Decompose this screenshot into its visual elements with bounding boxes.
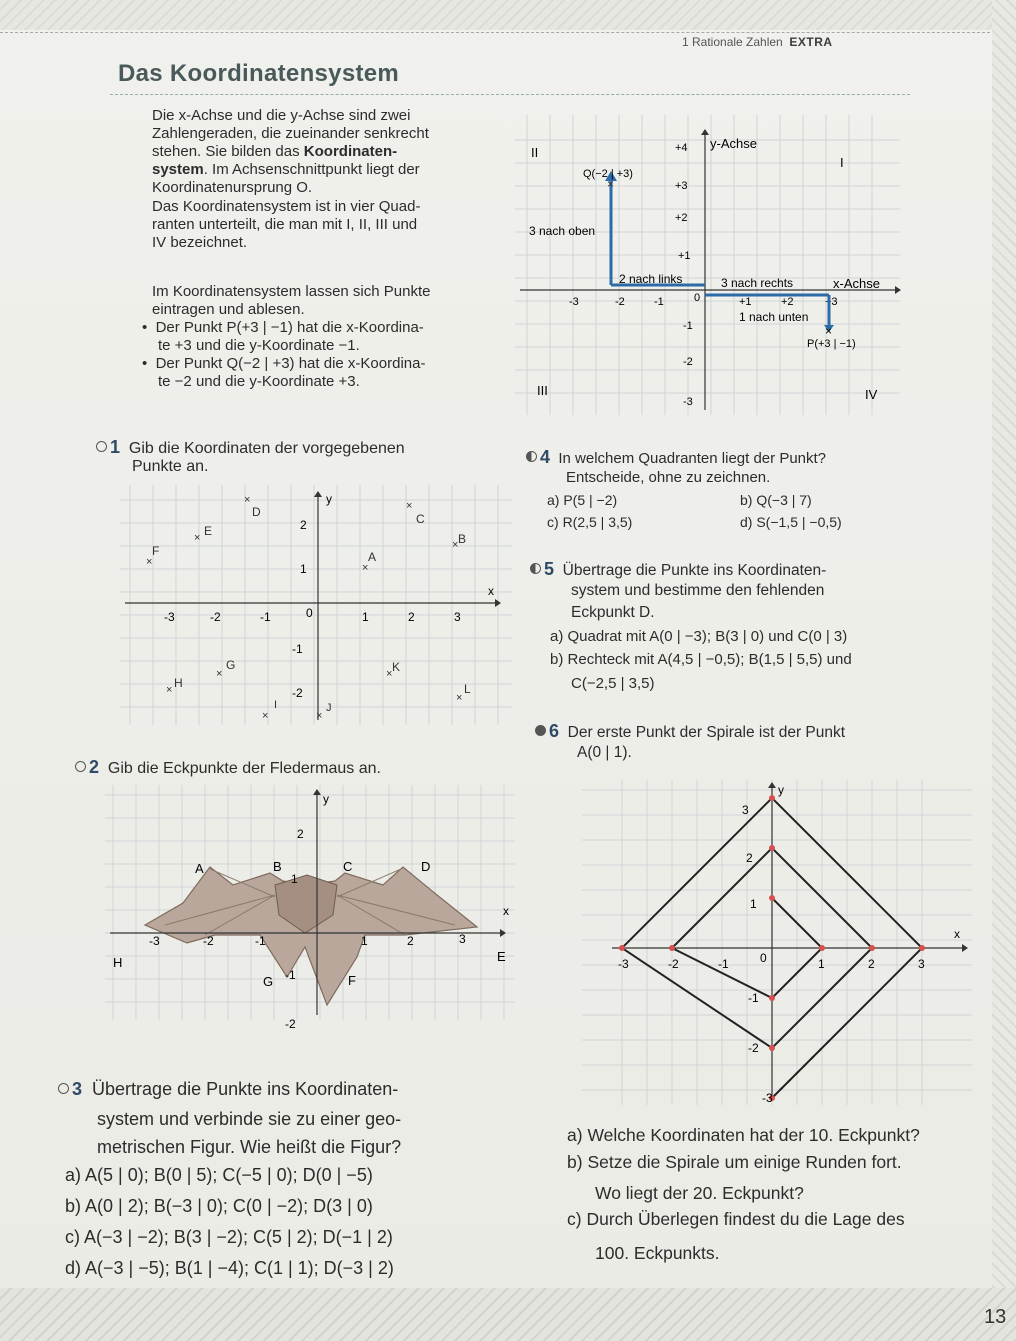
- task6-item-c: c) Durch Überlegen findest du die Lage des: [567, 1209, 905, 1229]
- intro-x-tick-m1: -1: [654, 296, 664, 308]
- difficulty-icon: [75, 761, 86, 772]
- difficulty-icon: [530, 563, 541, 574]
- step-right-label: 3 nach rechts: [721, 276, 794, 290]
- task6-heading: 6 Der erste Punkt der Spirale ist der Punkt: [535, 720, 845, 744]
- spiral-x-tick-m3: -3: [618, 957, 629, 971]
- difficulty-icon: [96, 441, 107, 452]
- intro-x-tick-0: 0: [694, 292, 701, 304]
- intro-x-arrow: [895, 286, 901, 294]
- intro-y-tick-1: +1: [678, 250, 691, 262]
- step-up-label: 3 nach oben: [529, 224, 596, 238]
- difficulty-icon: [58, 1083, 69, 1094]
- intro-bullet-2: • Der Punkt Q(−2 | +3) hat die x-Koordina-: [142, 355, 426, 372]
- task6-item-a: a) Welche Koordinaten hat der 10. Eckpunkt?: [567, 1125, 920, 1145]
- task2-point-h: H: [113, 955, 123, 970]
- task1-x-label: x: [488, 584, 494, 598]
- intro-line-11: te +3 und die y-Koordinate −1.: [158, 337, 360, 354]
- header-divider: [0, 32, 990, 33]
- spiral-vertex-10: [919, 945, 925, 951]
- intro-line-5: Koordinatenursprung O.: [152, 179, 313, 196]
- intro-coordinate-system: [515, 115, 900, 415]
- task1-point-d: D: [252, 505, 261, 519]
- task2-y-tick-2: 2: [297, 827, 304, 841]
- task1-y-tick-m1: -1: [292, 642, 303, 656]
- spiral-vertex-9: [769, 795, 775, 801]
- intro-y-tick-m2: -2: [683, 356, 693, 368]
- spiral-vertex-5: [769, 845, 775, 851]
- task1-point-k: K: [392, 660, 401, 674]
- task2-point-f: F: [348, 973, 356, 988]
- task4-item-a: a) P(5 | −2): [547, 492, 618, 508]
- intro-line-4: system. Im Achsenschnittpunkt liegt der: [152, 161, 420, 178]
- title-underline: [110, 94, 910, 96]
- task1-heading: 1 Gib die Koordinaten der vorgegebenen: [96, 438, 405, 459]
- intro-x-axis-label: x-Achse: [833, 276, 880, 291]
- task6-item-b-cont: Wo liegt der 20. Eckpunkt?: [595, 1183, 804, 1203]
- intro-line-6: Das Koordinatensystem ist in vier Quad-: [152, 198, 421, 215]
- task2-x-label: x: [503, 904, 509, 918]
- task1-point-e: E: [204, 524, 213, 538]
- task1-x-tick-m3: -3: [164, 610, 175, 624]
- task1-point-f-marker: ×: [146, 556, 153, 568]
- page-header: [682, 35, 833, 49]
- task2-x-tick-m2: -2: [203, 934, 214, 948]
- intro-line-7: ranten unterteilt, die man mit I, II, III und: [152, 216, 418, 233]
- task2-point-d: D: [421, 859, 431, 874]
- spiral-x-label: x: [954, 927, 960, 941]
- spiral-y-arrow: [768, 782, 776, 788]
- task2-x-tick-m3: -3: [149, 934, 160, 948]
- spiral-y-tick-m2: -2: [748, 1041, 759, 1055]
- task1-point-i-marker: ×: [262, 710, 269, 722]
- task1-y-ticks: [292, 518, 307, 700]
- intro-x-tick-1: +1: [739, 296, 752, 308]
- intro-y-tick-2: +2: [675, 212, 688, 224]
- task1-point-h-marker: ×: [166, 684, 173, 696]
- task2-heading: 2 Gib die Eckpunkte der Fledermaus an.: [75, 758, 381, 779]
- point-q-marker: ×: [607, 177, 615, 191]
- quadrant-II: II: [531, 145, 539, 160]
- intro-y-tick-3: +3: [675, 180, 688, 192]
- point-p-label: P(+3 | −1): [807, 338, 856, 350]
- step-down-label: 1 nach unten: [739, 310, 809, 324]
- task1-point-b-marker: ×: [452, 539, 459, 551]
- page-edge-bottom: [0, 1288, 1016, 1341]
- task3-text-3: metrischen Figur. Wie heißt die Figur?: [97, 1137, 402, 1157]
- task2-x-tick-m1: -1: [255, 934, 266, 948]
- task2-y-tick-m1: -1: [285, 968, 296, 982]
- task1-point-a-marker: ×: [362, 562, 369, 574]
- task5-text-3: Eckpunkt D.: [571, 604, 655, 621]
- task1-x-tick-m1: -1: [260, 610, 271, 624]
- intro-y-tick-m3: -3: [683, 396, 693, 408]
- task2-x-arrow: [500, 929, 506, 937]
- task1-point-b: B: [458, 532, 467, 546]
- task2-coordinate-system: [105, 785, 515, 1031]
- spiral-y-tick-m3: -3: [762, 1091, 773, 1105]
- task4-item-c: c) R(2,5 | 3,5): [547, 514, 633, 530]
- task3-item-c: c) A(−3 | −2); B(3 | −2); C(5 | 2); D(−1 | 2): [65, 1227, 393, 1247]
- task4-item-b: b) Q(−3 | 7): [740, 492, 812, 508]
- task1-point-i: I: [274, 699, 278, 711]
- task1-point-g: G: [226, 658, 236, 672]
- intro-bullet-1: • Der Punkt P(+3 | −1) hat die x-Koordina-: [142, 319, 424, 336]
- spiral-y-tick-m1: -1: [748, 991, 759, 1005]
- spiral-vertex-6: [869, 945, 875, 951]
- task6-item-b: b) Setze die Spirale um einige Runden fort.: [567, 1152, 902, 1172]
- intro-line-9: Im Koordinatensystem lassen sich Punkte: [152, 283, 431, 300]
- task3-item-a: a) A(5 | 0); B(0 | 5); C(−5 | 0); D(0 | −5): [65, 1165, 373, 1185]
- task1-x-tick-2: 2: [408, 610, 415, 624]
- spiral-vertex-7: [769, 1045, 775, 1051]
- spiral-x-arrow: [962, 944, 968, 952]
- task5-text-2: system und bestimme den fehlenden: [571, 582, 825, 599]
- task1-y-tick-m2: -2: [292, 686, 303, 700]
- task1-point-g-marker: ×: [216, 668, 223, 680]
- page-edge-top: [0, 0, 1016, 30]
- spiral-y-tick-1: 1: [750, 897, 757, 911]
- task1-point-d-marker: ×: [244, 494, 251, 506]
- task4-heading: 4 In welchem Quadranten liegt der Punkt?: [526, 448, 826, 469]
- spiral-y-tick-3: 3: [742, 803, 749, 817]
- intro-x-tick-2: +2: [781, 296, 794, 308]
- spiral-vertex-8: [619, 945, 625, 951]
- intro-y-axis-label: y-Achse: [710, 136, 757, 151]
- task2-point-e: E: [497, 949, 506, 964]
- page-edge-right: [992, 0, 1016, 1341]
- task2-point-b: B: [273, 859, 282, 874]
- quadrant-I: I: [840, 155, 844, 170]
- task6-text2: A(0 | 1).: [577, 744, 632, 761]
- intro-y-tick-4: +4: [675, 142, 688, 154]
- quadrant-IV: IV: [865, 387, 878, 402]
- spiral-grid: [582, 780, 972, 1105]
- intro-x-tick-m2: -2: [615, 296, 625, 308]
- task1-point-e-marker: ×: [194, 532, 201, 544]
- spiral-coordinate-system: [582, 780, 972, 1105]
- task3-heading: 3 Übertrage die Punkte ins Koordinaten-: [58, 1078, 398, 1100]
- intro-y-tick-m1: -1: [683, 320, 693, 332]
- difficulty-icon: [526, 451, 537, 462]
- task1-y-tick-2: 2: [300, 518, 307, 532]
- intro-y-arrow: [701, 129, 709, 135]
- intro-x-tick-3: +3: [825, 296, 838, 308]
- point-q-label: Q(−2 | +3): [583, 168, 633, 180]
- task1-text2: Punkte an.: [132, 458, 209, 475]
- task3-item-b: b) A(0 | 2); B(−3 | 0); C(0 | −2); D(3 | 0): [65, 1196, 373, 1216]
- task1-point-f: F: [152, 544, 160, 558]
- task1-y-tick-1: 1: [300, 562, 307, 576]
- task4-text2: Entscheide, ohne zu zeichnen.: [566, 469, 771, 486]
- task1-x-tick-1: 1: [362, 610, 369, 624]
- intro-line-3: stehen. Sie bilden das Koordinaten-: [152, 143, 398, 160]
- task5-item-a: a) Quadrat mit A(0 | −3); B(3 | 0) und C(0 | 3): [550, 628, 848, 645]
- task3-item-d: d) A(−3 | −5); B(1 | −4); C(1 | 1); D(−3 | 2): [65, 1258, 394, 1278]
- intro-line-10: eintragen und ablesen.: [152, 301, 305, 318]
- task2-y-tick-1: 1: [291, 872, 298, 886]
- task4-item-d: d) S(−1,5 | −0,5): [740, 514, 842, 530]
- intro-line-8: IV bezeichnet.: [152, 234, 248, 251]
- spiral-x-tick-0: 0: [760, 951, 767, 965]
- task2-y-tick-m2: -2: [285, 1017, 296, 1031]
- task2-y-label: y: [323, 792, 329, 806]
- chapter-label: 1 Rationale Zahlen: [682, 35, 783, 49]
- task1-point-c-marker: ×: [406, 500, 413, 512]
- difficulty-icon: [535, 725, 546, 736]
- task2-point-g: G: [263, 974, 274, 989]
- intro-line-1: Die x-Achse und die y-Achse sind zwei: [152, 107, 411, 124]
- intro-line-12: te −2 und die y-Koordinate +3.: [158, 373, 360, 390]
- spiral-x-tick-m2: -2: [668, 957, 679, 971]
- task5-item-b: b) Rechteck mit A(4,5 | −0,5); B(1,5 | 5,5) und: [550, 651, 852, 668]
- task2-point-a: A: [195, 861, 204, 876]
- task5-heading: 5 Übertrage die Punkte ins Koordinaten-: [530, 558, 826, 582]
- task1-point-c: C: [416, 512, 425, 526]
- task2-point-c: C: [343, 859, 353, 874]
- task3-text-2: system und verbinde sie zu einer geo-: [97, 1109, 402, 1129]
- quadrant-III: III: [537, 383, 548, 398]
- spiral-y-tick-2: 2: [746, 851, 753, 865]
- task5-item-b-cont: C(−2,5 | 3,5): [571, 675, 655, 692]
- task1-point-a: A: [368, 550, 377, 564]
- task1-point-j-marker: ×: [316, 710, 323, 722]
- task2-x-tick-3: 3: [459, 932, 466, 946]
- step-left-label: 2 nach links: [619, 272, 683, 286]
- spiral-vertex-1: [769, 895, 775, 901]
- point-p-marker: ×: [825, 324, 833, 338]
- task1-point-h: H: [174, 676, 183, 690]
- task6-item-c-cont: 100. Eckpunkts.: [595, 1243, 720, 1263]
- spiral-vertex-3: [769, 995, 775, 1001]
- spiral-x-tick-1: 1: [818, 957, 825, 971]
- page-number: 13: [984, 1306, 1007, 1328]
- spiral-x-tick-3: 3: [918, 957, 925, 971]
- task2-x-tick-2: 2: [407, 934, 414, 948]
- spiral-x-tick-2: 2: [868, 957, 875, 971]
- page-title: Das Koordinatensystem: [118, 60, 400, 87]
- intro-x-tick-m3: -3: [569, 296, 579, 308]
- task1-point-l-marker: ×: [456, 692, 463, 704]
- task2-x-tick-1: 1: [361, 934, 368, 948]
- task1-point-l: L: [464, 682, 471, 696]
- task1-y-arrow: [314, 491, 322, 497]
- spiral-y-label: y: [778, 783, 784, 797]
- task1-x-tick-0: 0: [306, 606, 313, 620]
- task1-point-j: J: [326, 702, 332, 714]
- spiral-vertex-2: [819, 945, 825, 951]
- task1-x-tick-3: 3: [454, 610, 461, 624]
- task1-y-label: y: [326, 492, 332, 506]
- task1-coordinate-system: [120, 485, 512, 725]
- intro-line-2: Zahlengeraden, die zueinander senkrecht: [152, 125, 429, 142]
- task1-x-tick-m2: -2: [210, 610, 221, 624]
- spiral-x-tick-m1: -1: [718, 957, 729, 971]
- spiral-vertex-4: [669, 945, 675, 951]
- task1-point-k-marker: ×: [386, 668, 393, 680]
- extra-tag: EXTRA: [789, 35, 833, 49]
